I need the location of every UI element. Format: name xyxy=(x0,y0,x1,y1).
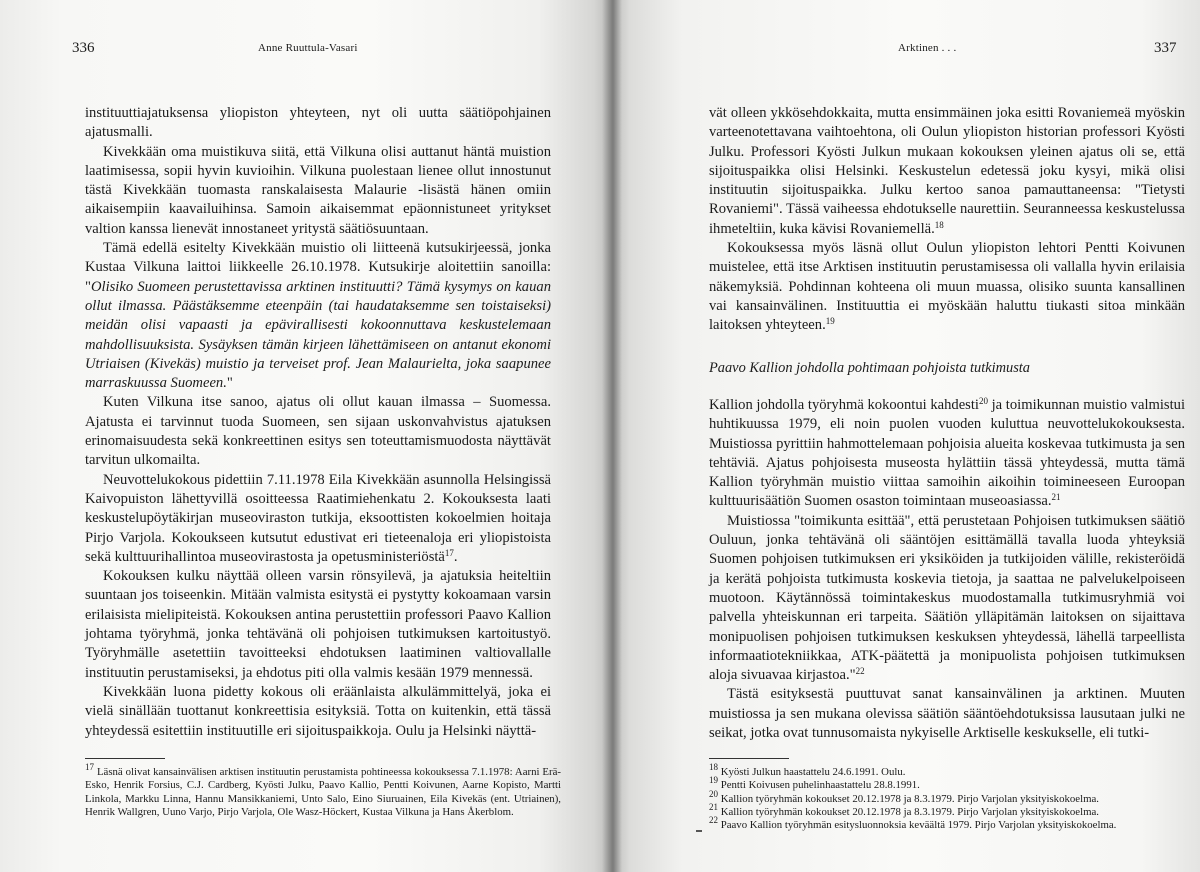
section-heading: Paavo Kallion johdolla pohtimaan pohjoista tutkimusta xyxy=(709,360,1030,376)
paragraph: Kivekkään luona pidetty kokous oli eräänlaista alkulämmittelyä, joka ei vielä sinällään tuottanut konkreettisia esityksiä. Totta on kuitenkin, että tässä yhteydessä esitettiin instituutille eri sijoituspaikkoja. Oulu ja Helsinki näyttä- xyxy=(85,683,551,739)
page-number: 337 xyxy=(1154,40,1177,56)
footnote-number: 19 xyxy=(709,775,718,786)
body-text xyxy=(709,104,1185,336)
footnote-text: Läsnä olivat kansainvälisen arktisen instituutin perustamista pohtineessa kokouksessa 7.1.1978: Aarni Erä-Esko, Henrik Forsius, C.J. Cardberg, Kyösti Julku, Paavo Kallio, Pentti Koivunen, Aarne Kopisto, Martti Linkola, Markku Linna, Hannu Mansikkaniemi, Unto Salo, Eino Siuruainen, Eila Kivekäs (ent. Utriainen), Henrik Wallgren, Uuno Varjo, Pirjo Varjola, Ole Wasz-Höckert, Kustaa Vilkuna ja Hans Åkerblom. xyxy=(85,766,561,818)
text-span: Kallion johdolla työryhmä kokoontui kahdesti xyxy=(709,397,979,413)
footnote-ref: 18 xyxy=(934,219,944,230)
footnote-ref: 21 xyxy=(1051,492,1061,503)
footnote-number: 22 xyxy=(709,815,718,826)
footnote xyxy=(709,815,1189,832)
right-page xyxy=(612,0,1200,872)
text-span: Muistiossa "toimikunta esittää", että perustetaan Pohjoisen tutkimuksen säätiö Ouluun, jonka tehtävänä oli sääntöjen esittämällä tavalla luoda yhteyksiä Suomen pohjoisen tutkimuksen eri yksiköiden ja tutkijoiden välille, rekisteröidä ja kerätä pohjoista tutkimusta koskevia tietoja, ja saattaa ne palvelukelpoiseen muotoon. Käytännössä toimintakeskus muodostamalla tutkimusryhmiä voi palvella yhteiskunnan eri tarpeita. Säätiön ylläpitämän laitoksen on sijaittava monipuolisen pohjoisen tutkimuksen keskuksen yhteydessä, lähellä tarpeellista informaatiotekniikkaa, ATK-päätettä ja monipuolista pohjoisen tutkimuksen aloja sivuavaa kirjastoa." xyxy=(709,512,1185,684)
footnote-number: 17 xyxy=(85,762,94,772)
paragraph: Kivekkään oma muistikuva siitä, että Vilkuna olisi auttanut häntä muistion laatimisessa, sopii hyvin kuvioihin. Vilkuna puolestaan lienee ollut innostunut tästä Kivekkään tuomasta ranskalaisesta Malaurie -lisästä hänen omiin aikaisempiin kaavailuihinsa. Samoin aikaisemmat epäonnistuneet yritykset valtion kanssa lienevät innostaneet yritystä säätiösuuntaan. xyxy=(85,143,551,237)
text-span: vät olleen ykkösehdokkaita, mutta ensimmäinen joka esitti Rovaniemeä myöskin varteenotettavana vaihtoehtona, oli Oulun yliopiston historian professori Kyösti Julku. Professori Kyösti Julkun mukaan kokouksen yleinen ajatus oli se, että sijoituspaikka olisi Helsinki. Keskustelun edetessä joku kysyi, mikä olisi instituutin sijoituspaikka. Julku kertoo sanoa pamauttaneensa: "Tietysti Rovaniemi". Tässä vaiheessa ehdotukselle naurettiin. Seuranneessa keskustelussa ihmeteltiin, kuka kävisi Rovaniemellä. xyxy=(709,105,1185,237)
quote-italic: Olisiko Suomeen perustettavissa arktinen instituutti? Tämä kysymys on kauan ollut ilmassa. Päästäksemme eteenpäin (tai haudataksemme sen toistaiseksi) meidän olisi vapaasti ja epävirallisesti kokoonnuttava keskustelemaan mahdollisuuksista. Sysäyksen tämän kirjeen lähettämiseen on antanut ekonomi Utriaisen (Kivekäs) muistio ja terveiset prof. Jean Malaurielta, joka saapunee marraskuussa Suomeen. xyxy=(85,278,551,392)
footnote-ref: 19 xyxy=(825,316,835,327)
footnote-ref: 22 xyxy=(855,666,865,677)
text-span: Kokouksessa myös läsnä ollut Oulun yliopiston lehtori Pentti Koivunen muistelee, että itse Arktisen instituutin perustamisessa oli vallalla hyvin erilaisia näkemyksiä. Pohdinnan kohteena oli muun muassa, olisiko suunta kansallinen vai kansainvälinen. Instituuttia ei myöskään haluttu tiukasti sitoa minkään laitoksen yhteyteen. xyxy=(709,240,1185,334)
body-text xyxy=(85,104,551,741)
paragraph xyxy=(85,239,551,393)
running-head: Anne Ruuttula-Vasari xyxy=(258,42,358,54)
footnote xyxy=(709,762,1189,779)
running-head: Arktinen . . . xyxy=(898,42,957,54)
text-span: Tämä edellä esitelty Kivekkään muistio oli liitteenä kutsukirjeessä, jonka Kustaa Vilkuna laittoi liikkeelle 26.10.1978. Kutsukirje aloitettiin sanoilla: " xyxy=(85,240,551,295)
paragraph xyxy=(709,512,1185,686)
footnotes xyxy=(709,762,1189,832)
paragraph xyxy=(85,471,551,567)
body-text xyxy=(709,396,1185,743)
text-span: ja toimikunnan muistio valmistui huhtikuussa 1979, eli noin puolen vuoden kuluttua neuvottelukokouksesta. Muistiossa pyrittiin hahmottelemaan pohjoisia alueita koskevaa tutkimusta ja sen tehtäviä. Ajatus pohjoisesta museosta hylättiin tässä yhteydessä, mutta tämä Kallion työryhmän muistio viittaa samoihin aikoihin toimineeseen Euroopan kulttuurisäätiön Suomen osaston toimintaan museoasiassa. xyxy=(709,397,1185,510)
page-edge-mark xyxy=(696,830,702,832)
footnotes xyxy=(85,762,561,819)
footnote-rule xyxy=(709,758,789,759)
paragraph xyxy=(709,239,1185,335)
text-span: . xyxy=(453,548,458,565)
footnote xyxy=(85,762,561,819)
footnote-text: Paavo Kallion työryhmän esitysluonnoksia keväältä 1979. Pirjo Varjolan yksityiskokoelma. xyxy=(720,819,1117,832)
page-number: 336 xyxy=(72,40,95,56)
book-gutter xyxy=(602,0,622,872)
footnote-ref: 17 xyxy=(444,547,454,558)
footnote xyxy=(709,801,1189,819)
footnote-number: 20 xyxy=(709,788,718,799)
text-span: Neuvottelukokous pidettiin 7.11.1978 Eila Kivekkään asunnolla Helsingissä Kaivopuiston lähettyvillä osoitteessa Raatimiehenkatu 2. Kokouksesta laati keskustelupöytäkirjan museoviraston tutkija, eksoottisten kokoelmien hoitaja Pirjo Varjola. Kokoukseen kutsutut edustivat eri tieteenaloja eri yliopistoista sekä kulttuurihallintoa museovirastosta ja opetusministeriöstä xyxy=(85,471,551,565)
paragraph: Kokouksen kulku näyttää olleen varsin rönsyilevä, ja ajatuksia heiteltiin suuntaan jos toiseenkin. Mitään valmista esitystä ei pystytty kokoamaan varsin erilaisista mielipiteistä. Kokouksen antina perustettiin professori Paavo Kallion johtama työryhmä, jonka tehtävänä oli pohjoisen tutkimuksen kartoitustyö. Työryhmälle asetettiin tavoitteeksi ehdotuksen laatiminen valtiovallalle instituutin perustamiseksi, ja ehdotus piti olla valmis kesään 1979 mennessä. xyxy=(85,568,551,681)
paragraph: Kuten Vilkuna itse sanoo, ajatus oli ollut kauan ilmassa – Suomessa. Ajatusta ei tarvinnut tuoda Suomeen, sen sijaan uskonvahvistus ajatuksen erinomaisuudesta sekä konkreettinen esitys sen toteuttamismuodosta näyttävät tarvitun ulkomailta. xyxy=(85,394,551,469)
footnote-text: Kallion työryhmän kokoukset 20.12.1978 ja 8.3.1979. Pirjo Varjolan yksityiskokoelma. xyxy=(720,805,1099,818)
paragraph: Tästä esityksestä puuttuvat sanat kansainvälinen ja arktinen. Muuten muistiossa ja sen mukana olevissa säätiön sääntöehdotuksissa lausutaan julki ne seikat, jotka ovat tunnusomaista nykyiselle Arktiselle keskukselle, eli tutki- xyxy=(709,686,1185,742)
footnote-text: Kyösti Julkun haastattelu 24.6.1991. Oulu. xyxy=(720,766,906,778)
footnote-text: Kallion työryhmän kokoukset 20.12.1978 ja 8.3.1979. Pirjo Varjolan yksityiskokoelma. xyxy=(720,792,1099,805)
footnote-ref: 20 xyxy=(978,396,988,406)
footnote-rule xyxy=(85,758,165,759)
paragraph xyxy=(709,104,1185,239)
text-span: " xyxy=(226,375,233,392)
paragraph: instituuttiajatuksensa yliopiston yhteyteen, nyt oli uutta säätiöpohjainen ajatusmalli. xyxy=(85,105,551,141)
footnote-text: Pentti Koivusen puhelinhaastattelu 28.8.1991. xyxy=(720,779,920,792)
footnote xyxy=(709,788,1189,806)
footnote-number: 18 xyxy=(709,762,718,772)
paragraph xyxy=(709,396,1185,512)
footnote-number: 21 xyxy=(709,801,718,812)
footnote xyxy=(709,775,1189,792)
